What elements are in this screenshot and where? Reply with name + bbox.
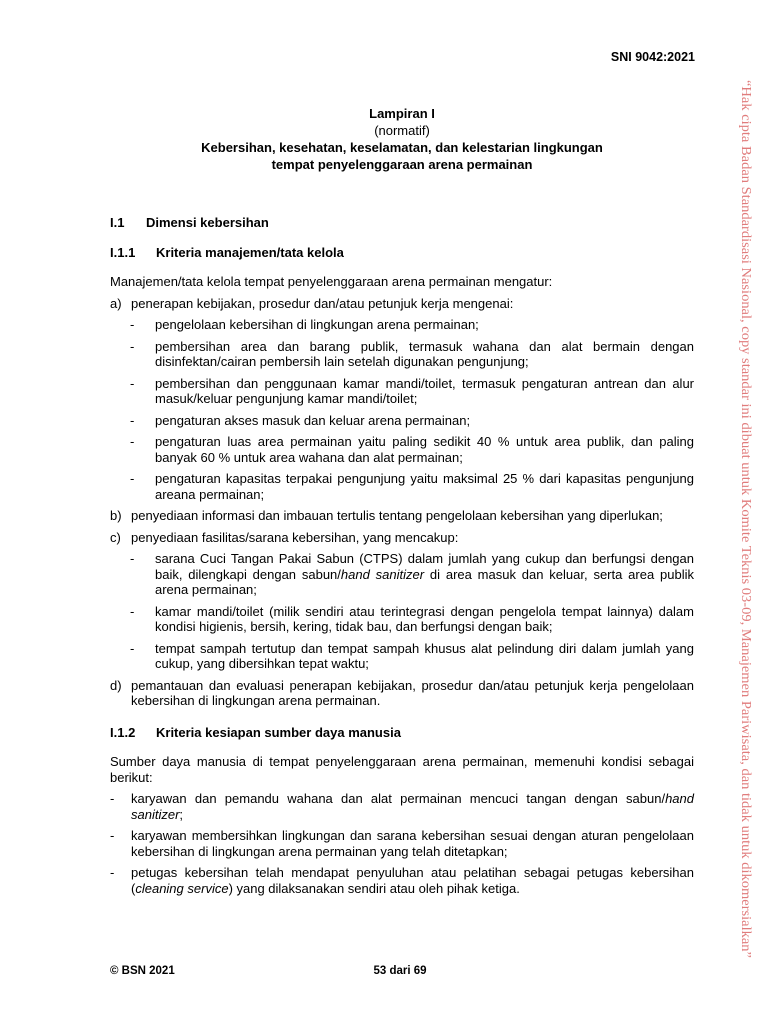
list-item <box>110 296 694 312</box>
sub-list-item <box>130 604 694 635</box>
section-title: Kriteria manajemen/tata kelola <box>156 244 344 260</box>
list-item <box>110 678 694 709</box>
sub-list-text: pembersihan dan penggunaan kamar mandi/toilet, termasuk pengaturan antrean dan alur masuk/keluar pengunjung kamar mandi/toilet; <box>155 375 694 406</box>
bullet-item <box>110 791 694 822</box>
sub-list-item <box>130 434 694 465</box>
watermark-text: “Hak cipta Badan Standardisasi Nasional, copy standar ini dibuat untuk Komite Teknis 03-09, Manajemen Pariwisata, dan tidak untuk dikomersialkan” <box>739 80 754 898</box>
section-heading-1-1 <box>110 245 694 261</box>
section-number: I.1 <box>110 215 125 230</box>
page-number: 53 dari 69 <box>373 965 427 977</box>
annex-title-line-2: tempat penyelenggaraan arena permainan <box>271 157 533 172</box>
dash-bullet: - <box>130 338 135 354</box>
sub-list-text: pengelolaan kebersihan di lingkungan arena permainan; <box>155 317 479 332</box>
footer-copyright: © BSN 2021 <box>110 965 175 977</box>
list-text: pemantauan dan evaluasi penerapan kebijakan, prosedur dan/atau petunjuk kerja pengelolaan kebersihan di lingkungan arena permainan. <box>131 677 694 708</box>
list-label: b) <box>110 508 122 523</box>
copyright-watermark <box>736 80 756 960</box>
annex-title <box>110 105 694 173</box>
bullet-item <box>110 828 694 859</box>
bullet-text: karyawan membersihkan lingkungan dan sarana kebersihan sesuai dengan aturan pengelolaan kebersihan di lingkungan arena permainan yang telah ditetapkan; <box>131 828 694 859</box>
sub-list-text: kamar mandi/toilet (milik sendiri atau terintegrasi dengan pengelola tempat lainnya) dalam kondisi higienis, bersih, kering, tidak bau, dan berfungsi dengan baik; <box>155 603 694 634</box>
sub-list-text: pembersihan area dan barang publik, termasuk wahana dan alat bermain dengan disinfektan/cairan pembersih lain setelah digunakan pengunjung; <box>155 338 694 369</box>
dash-bullet: - <box>130 471 135 486</box>
sub-list-item <box>130 339 694 370</box>
document-body <box>110 215 694 902</box>
sub-list-item <box>130 641 694 672</box>
sub-list-item <box>130 413 694 429</box>
section-title: Dimensi kebersihan <box>146 215 269 230</box>
list-text: penerapan kebijakan, prosedur dan/atau petunjuk kerja mengenai: <box>131 295 514 311</box>
bullet-item <box>110 865 694 896</box>
bullet-text: karyawan dan pemandu wahana dan alat permainan mencuci tangan dengan sabun/hand sanitizer; <box>131 791 694 822</box>
bullet-text: petugas kebersihan telah mendapat penyuluhan atau pelatihan sebagai petugas kebersihan (cleaning service) yang dilaksanakan sendiri atau oleh pihak ketiga. <box>131 865 694 896</box>
sub-list-item <box>130 317 694 333</box>
sub-list-item <box>130 471 694 502</box>
dash-bullet: - <box>130 317 135 332</box>
sub-list-text: pengaturan luas area permainan yaitu paling sedikit 40 % untuk area publik, dan paling banyak 60 % untuk area wahana dan alat permainan; <box>155 434 694 465</box>
sub-list-text: tempat sampah tertutup dan tempat sampah khusus alat pelindung diri dalam jumlah yang cukup, yang dibersihkan tepat waktu; <box>155 640 694 671</box>
section-number: I.1.1 <box>110 244 136 260</box>
dash-bullet: - <box>130 434 135 449</box>
sub-list-text: pengaturan kapasitas terpakai pengunjung yaitu maksimal 25 % dari kapasitas pengunjung areana permainan; <box>155 471 694 502</box>
annex-title-line-1: Kebersihan, kesehatan, keselamatan, dan kelestarian lingkungan <box>201 140 603 155</box>
list-item <box>110 530 694 546</box>
dash-bullet: - <box>130 412 135 428</box>
section-title: Kriteria kesiapan sumber daya manusia <box>156 724 401 740</box>
sub-list-text: pengaturan akses masuk dan keluar arena permainan; <box>155 412 471 428</box>
list-item <box>110 508 694 524</box>
dash-bullet: - <box>130 603 135 619</box>
dash-bullet: - <box>130 640 135 656</box>
annex-type: (normatif) <box>374 123 430 138</box>
dash-bullet: - <box>110 865 115 880</box>
list-label: d) <box>110 677 122 693</box>
list-text: penyediaan informasi dan imbauan tertulis tentang pengelolaan kebersihan yang diperlukan; <box>131 508 663 523</box>
paragraph: Manajemen/tata kelola tempat penyelenggaraan arena permainan mengatur: <box>110 274 553 289</box>
dash-bullet: - <box>110 828 115 843</box>
dash-bullet: - <box>130 551 135 566</box>
list-text: penyediaan fasilitas/sarana kebersihan, yang mencakup: <box>131 529 459 545</box>
sub-list-item <box>130 376 694 407</box>
sub-list-item <box>130 551 694 598</box>
paragraph: Sumber daya manusia di tempat penyelenggaraan arena permainan, memenuhi kondisi sebagai berikut: <box>110 754 694 785</box>
dash-bullet: - <box>130 375 135 391</box>
list-label: c) <box>110 529 121 545</box>
document-code: SNI 9042:2021 <box>610 50 695 64</box>
list-label: a) <box>110 295 122 311</box>
dash-bullet: - <box>110 791 115 806</box>
annex-label: Lampiran I <box>369 106 435 121</box>
section-heading-1 <box>110 215 694 231</box>
sub-list-text: sarana Cuci Tangan Pakai Sabun (CTPS) dalam jumlah yang cukup dan berfungsi dengan baik, dilengkapi dengan sabun/hand sanitizer di area masuk dan keluar, serta area publik arena permainan; <box>155 551 694 597</box>
section-heading-1-2 <box>110 725 694 741</box>
section-number: I.1.2 <box>110 724 136 740</box>
